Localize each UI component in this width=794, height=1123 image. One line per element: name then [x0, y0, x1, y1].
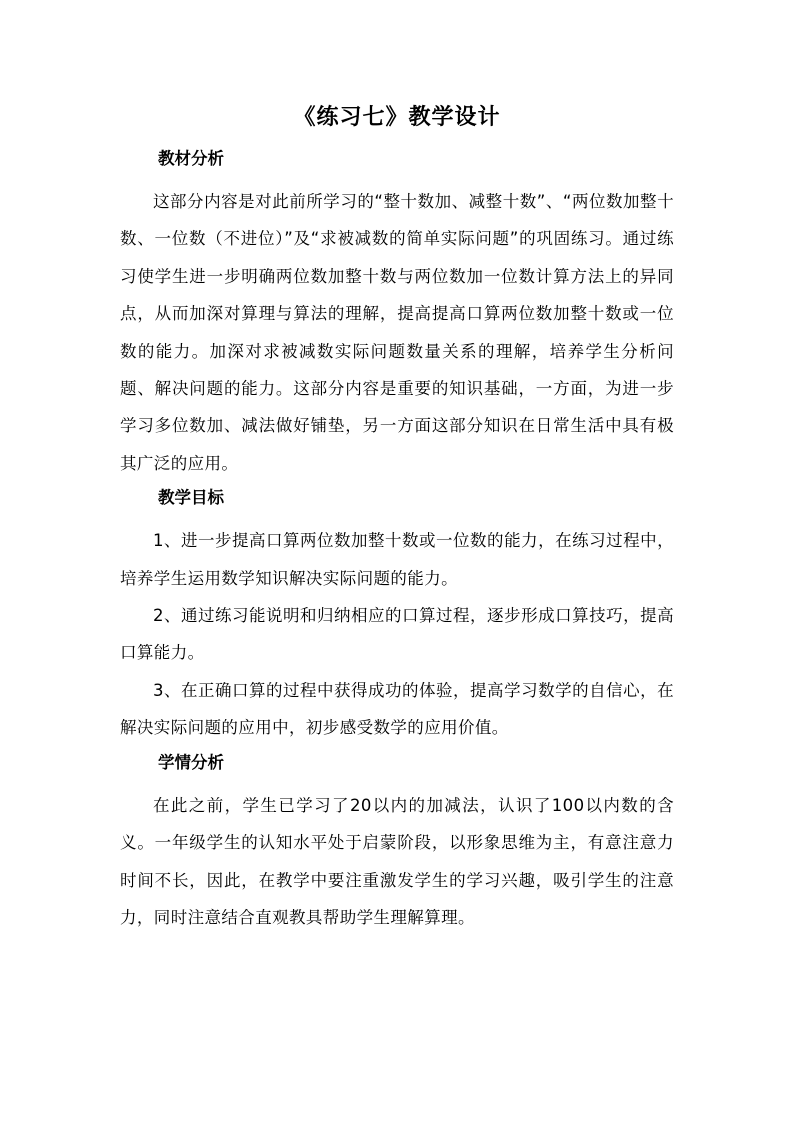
paragraph: 3、在正确口算的过程中获得成功的体验，提高学习数学的自信心，在解决实际问题的应用中，初步感受数学的应用价值。 — [120, 680, 674, 738]
paragraph: 1、进一步提高口算两位数加整十数或一位数的能力，在练习过程中，培养学生运用数学知识解决实际问题的能力。 — [120, 531, 674, 588]
document-title: 《练习七》教学设计 — [293, 105, 501, 130]
section-heading: 学情分析 — [158, 752, 224, 772]
section-teaching-goals — [120, 486, 674, 746]
paragraph: 在此之前，学生已学习了20以内的加减法，认识了100以内数的含义。一年级学生的认知水平处于启蒙阶段，以形象思维为主，有意注意力时间不长，因此，在教学中要注重激发学生的学习兴趣，吸引学生的注意力，同时注意结合直观教具帮助学生理解算理。 — [120, 795, 674, 927]
section-heading: 教学目标 — [158, 488, 224, 508]
section-heading: 教材分析 — [158, 149, 224, 168]
section-textbook-analysis — [120, 147, 674, 482]
section-student-analysis — [120, 751, 674, 937]
paragraph: 2、通过练习能说明和归纳相应的口算过程，逐步形成口算技巧，提高口算能力。 — [120, 606, 674, 663]
paragraph: 这部分内容是对此前所学习的“整十数加、减整十数”、“两位数加整十数、一位数（不进位）”及“求被减数的简单实际问题”的巩固练习。通过练习使学生进一步明确两位数加整十数与两位数加一位数计算方法上的异同点，从而加深对算理与算法的理解，提高提高口算两位数加整十数或一位数的能力。加深对求被减数实际问题数量关系的理解，培养学生分析问题、解决问题的能力。这部分内容是重要的知识基础，一方面，为进一步学习多位数加、减法做好铺垫，另一方面这部分知识在日常生活中具有极其广泛的应用。 — [120, 192, 674, 473]
